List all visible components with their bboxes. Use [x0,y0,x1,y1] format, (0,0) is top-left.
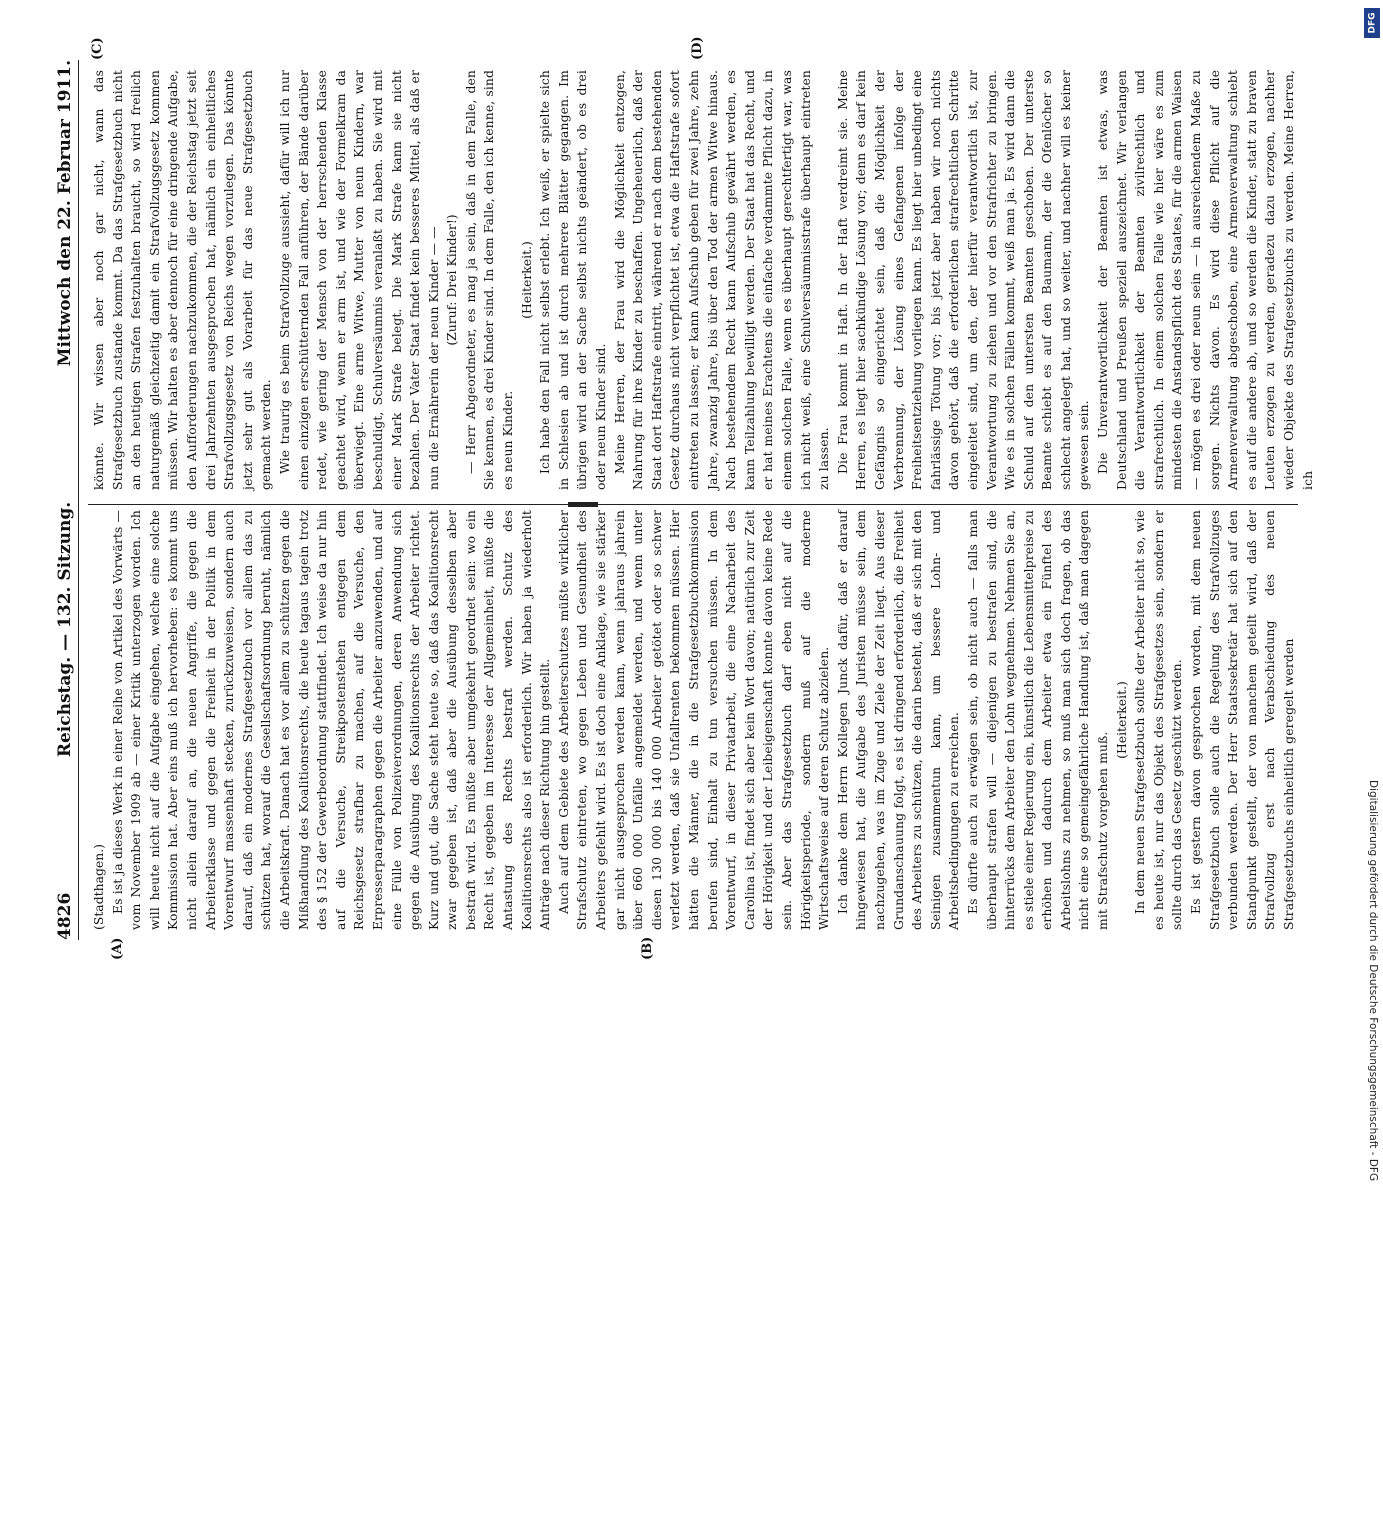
digitization-credit: Digitalisierung gefördert durch die Deutsche Forschungsgemeinschaft - DFG [1367,780,1379,1182]
left-paragraph-3: Ich danke dem Herrn Kollegen Junck dafür, daß er darauf hingewiesen hat, die Aufgabe des Juristen müsse sein, dem nachzugehen, was im Zuge und Ziele der Zeit liegt. Aus dieser Grundanschauung folgt, es ist dringend erforderlich, die Freiheit des Arbeiters zu schützen, die darin besteht, daß er sich mit den Seinigen zusammentun kann, um bessere Lohn- und Arbeitsbedingungen zu erreichen. [834,510,962,930]
margin-letter-d: (D) [690,36,705,60]
right-paragraph-1: könnte. Wir wissen aber noch gar nicht, wann das Strafgesetzbuch zustande kommt. Da das Strafgesetzbuch nicht an den heutigen Strafen festzuhalten braucht, so wird freilich naturgemäß gleichzeitig damit ein Strafvollzugsgesetz kommen müssen. Wir halten es aber dennoch für eine dringende Aufgabe, den Aufforderungen nachzukommen, die der Reichstag jetzt seit drei Jahrzehnten ausgesprochen hat, nämlich ein einheitliches Strafvollzugsgesetz von Reichs wegen vorzulegen. Das könnte jetzt sehr gut als Vorarbeit für das neue Strafgesetzbuch gemacht werden. [91,70,274,490]
margin-letter-c: (C) [90,37,105,60]
margin-letter-b: (B) [640,936,655,960]
session-date: Mittwoch den 22. Februar 1911. [55,60,75,367]
left-column [90,510,1296,930]
header-rule [78,60,79,940]
left-paragraph-5: In dem neuen Strafgesetzbuch sollte der Arbeiter nicht so, wie es heute ist, nur das Objekt des Strafgesetzes sein, sondern er sollte durch das Gesetz geschützt werden. [1132,510,1185,930]
speaker-note: (Stadthagen.) [91,844,106,930]
right-paragraph-4: Ich habe den Fall nicht selbst erlebt. Ich weiß, er spielte sich in Schlesien ab und ist durch mehrere Blätter gegangen. Im übrigen wird an der Sache selbst nichts geändert, ob es drei oder neun Kinder sind. [537,70,609,490]
left-paragraph-2: Auch auf dem Gebiete des Arbeiterschutzes müßte wirklicher Strafschutz eintreten, wo gegen Leben und Gesundheit des Arbeiters gefehlt wird. Es ist doch eine Anklage, wie sie stärker gar nicht ausgesprochen werden kann, wenn jahraus jahrein über 660 000 Unfälle angemeldet werden, und wenn unter diesen 130 000 bis 140 000 Arbeiter getötet oder so schwer verletzt werden, daß sie Unfallrenten bekommen müssen. Hier hätten die Männer, die in die Strafgesetzbuchkommission berufen sind, Einhalt zu tun versuchen müssen. In dem Vorentwurf, in dieser Privatarbeit, die eine Nacharbeit des Carolina ist, findet sich aber kein Wort davon; natürlich zur Zeit der Hörigkeit und der Leibeigenschaft konnte davon keine Rede sein. Aber das Strafgesetzbuch darf eben nicht auf die Hörigkeitsperiode, sondern muß auf die moderne Wirtschaftsweise auf deren Schutz abzielen. [555,510,832,930]
page-header [55,60,75,940]
right-paragraph-6: Die Frau kommt in Haft. In der Haft verdreimt sie. Meine Herren, es liegt hier sachkündige Lösung vor; denn es darf kein Gefängnis so eingerichtet sein, daß die Möglichkeit der Verbrennung, der Lösung eines Gefangenen infolge der Freiheitsentziehung vorliegen kann. Es liegt hier unbedingt eine fahrlässige Tötung vor; bis jetzt aber haben wir noch nichts davon gehört, daß die erforderlichen strafrechtlichen Schritte eingeleitet sind, um den, der hierfür verantwortlich ist, zur Verantwortung zu ziehen und vor den Strafrichter zu bringen. Wie es in solchen Fällen kommt, weiß man ja. Es wird dann die Schuld auf den untersten Beamten geschoben. Der unterste Beamte schiebt es auf den Baumann, der die Ofenlöcher so schlecht angelegt hat, und so weiter, und nachher will es keiner gewesen sein. [834,70,1092,490]
right-paragraph-7: Die Unverantwortlichkeit der Beamten ist etwas, was Deutschland und Preußen speziell auszeichnet. Wir verlangen die Verantwortlichkeit der Beamten zivilrechtlich und strafrechtlich. In einem solchen Falle wie hier wäre es zum mindesten die Anstandspflicht des Staates, für die armen Waisen — mögen es drei oder neun sein — in ausreichendem Maße zu sorgen. Nichts davon. Es wird diese Pflicht auf die Armenverwaltung abgeschoben, eine Armenverwaltung schiebt es auf die andere ab, und so werden die Kinder, statt zu braven Leuten erzogen zu werden, geradezu dazu erzogen, nachher wieder Objekte des Strafgesetzbuchs zu werden. Meine Herren, ich [1095,70,1315,490]
page-number: 4826 [55,892,75,940]
right-interjection-1: (Zuruf: Drei Kinder!) [444,214,460,346]
right-column [90,70,1315,490]
right-paragraph-2: Wie traurig es beim Strafvollzuge aussieht, dafür will ich nur einen einzigen erschütternden Fall anführen, der Bände darüber redet, wie gering der Mensch von der herrschenden Klasse geachtet wird, wenn er arm ist, und wie der Formelkram da überwiegt. Eine arme Witwe, Mutter von neun Kindern, war beschuldigt, Schulversäumnis veranlaßt zu haben. Sie wird mit einer Mark Strafe belegt. Die Mark Strafe kann sie nicht bezahlen. Der Vater Staat findet kein besseres Mittel, als daß er nun die Ernährerin der neun Kinder — — [276,70,441,490]
right-paragraph-5: Meine Herren, der Frau wird die Möglichkeit entzogen, Nahrung für ihre Kinder zu beschaffen. Ungeheuerlich, daß der Staat dort Haftstrafe eintritt, während er nach dem bestehenden Gesetz durchaus nicht verpflichtet ist, etwa die Haftstrafe sofort eintreten zu lassen; er kann Aufschub geben für zwei Jahre, zehn Jahre, zwanzig Jahre, bis über den Tod der armen Witwe hinaus. Nach bestehendem Recht kann Aufschub gewährt werden, es kann Teilzahlung bewilligt werden. Der Staat hat das Recht, und er hat meines Erachtens die einfache verdammte Pflicht dazu, in einem solchen Falle, wenn es überhaupt gerechtfertigt war, was ich nicht weiß, eine Schulversäumnisstrafe überhaupt eintreten zu lassen. [611,70,832,490]
column-divider [88,504,1298,505]
right-interjection-2: (Heiterkeit.) [518,241,534,319]
left-interjection: (Heiterkeit.) [1113,681,1129,759]
column-divider-mark [568,502,598,507]
left-paragraph-4: Es dürfte auch zu erwägen sein, ob nicht auch — falls man überhaupt strafen will — diejenigen zu bestrafen sind, die hinterrücks dem Arbeiter den Lohn wegnehmen. Nehmen Sie an, es stiele einer Regierung ein, künstlich die Lebensmittelpreise zu erhöhen und dadurch dem Arbeiter etwa ein Fünftel des Arbeitslohns zu nehmen, so muß man sich doch fragen, ob das nicht eine so gemeingefährliche Handlung ist, daß man dagegen mit Strafschutz vorgehen muß. [964,510,1111,930]
margin-letter-a: (A) [110,937,125,960]
left-paragraph-6: Es ist gestern davon gesprochen worden, mit dem neuen Strafgesetzbuch solle auch die Regelung des Strafvollzuges verbunden werden. Der Herr Staatssekretär hat sich auf den Standpunkt gestellt, der von manchem geteilt wird, daß der Strafvollzug erst nach Verabschiedung des neuen Strafgesetzbuchs einheitlich geregelt werden [1188,510,1296,930]
right-paragraph-3: — Herr Abgeordneter, es mag ja sein, daß in dem Falle, den Sie kennen, es drei Kinder sind. In dem Falle, den ich kenne, sind es neun Kinder. [462,70,516,490]
left-paragraph-1: Es ist ja dieses Werk in einer Reihe von Artikel des Vorwärts — vom November 1909 ab — einer Kritik unterzogen worden. Ich will heute nicht auf die Aufgabe eingehen, welche eine solche Kommission hat. Aber eins muß ich hervorheben: es kommt uns nicht allein darauf an, die neuen Angriffe, die gegen die Arbeiterklasse und gegen die Freiheit in der Politik in dem Vorentwurf massenhaft stecken, zurückzuweisen, sondern auch darauf, daß ein modernes Strafgesetzbuch vor allem das zu schützen hat, worauf die Gesellschaftsordnung beruht, nämlich die Arbeitskraft. Danach hat es vor allem zu schützen gegen die Mißhandlung des Koalitionsrechts, die heute tagaus tagein trotz des § 152 der Gewerbeordnung stattfindet. Ich weise da nur hin auf die Versuche, Streikpostenstehen entgegen dem Reichsgesetz strafbar zu machen, auf die Versuche, den Erpresserparagraphen gegen die Arbeiter anzuwenden, und auf eine Fülle von Polizeiverordnungen, deren Anwendung sich gegen die Ausübung des Koalitionsrechts der Arbeiter richtet. Kurz und gut, die Sache steht heute so, daß das Koalitionsrecht zwar gegeben ist, daß aber die Ausübung desselben aber bestraft wird. Es müßte aber umgekehrt geordnet sein: wo ein Recht ist, gegeben im Interesse der Allgemeinheit, müßte die Antastung des Rechts bestraft werden. Schutz des Koalitionsrechts also ist erforderlich. Wir haben ja wiederholt Anträge nach dieser Richtung hin gestellt. [109,510,553,930]
dfg-logo: DFG [1364,8,1380,38]
session-title: Reichstag. — 132. Sitzung. [55,501,75,758]
